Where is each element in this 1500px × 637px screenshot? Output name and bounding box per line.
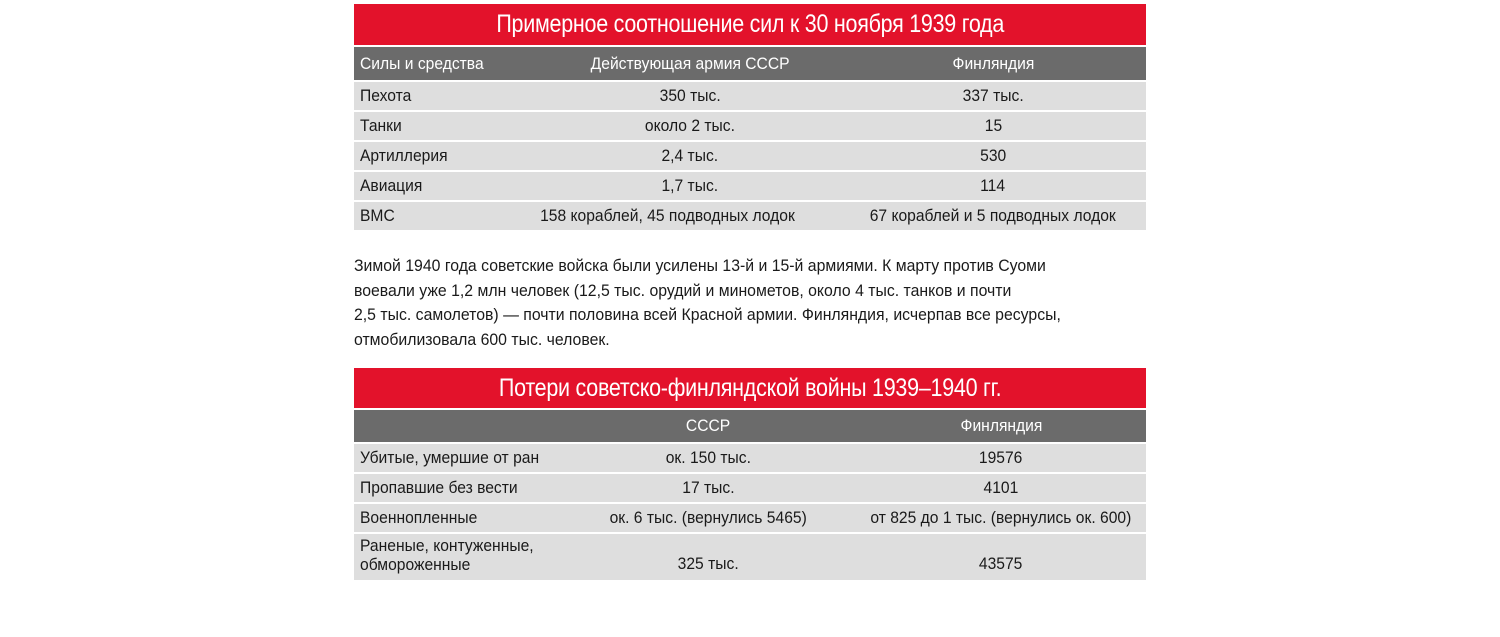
table-row xyxy=(354,502,1146,532)
table-row xyxy=(354,472,1146,502)
forces-table-title: Примерное соотношение сил к 30 ноября 1939 года xyxy=(354,4,1146,45)
row-label: Убитые, умершие от ран xyxy=(360,448,540,467)
row-label: Раненые, контуженные, обмороженные xyxy=(360,536,534,574)
header-ussr: Действующая армия СССР xyxy=(590,53,790,73)
losses-table xyxy=(354,368,1146,580)
row-label: ВМС xyxy=(360,206,395,225)
losses-table-title: Потери советско-финляндской войны 1939–1940 гг. xyxy=(354,368,1146,408)
row-finland: 4101 xyxy=(983,478,1019,497)
row-ussr: 158 кораблей, 45 подводных лодок xyxy=(539,206,795,225)
table-row xyxy=(354,170,1146,200)
row-ussr: около 2 тыс. xyxy=(644,116,736,135)
header-empty xyxy=(354,416,560,436)
row-finland: 67 кораблей и 5 подводных лодок xyxy=(869,206,1117,225)
row-label: Авиация xyxy=(360,176,423,195)
row-finland: 114 xyxy=(980,176,1006,195)
row-label: Танки xyxy=(360,116,402,135)
row-finland: 43575 xyxy=(979,554,1023,573)
header-finland: Финляндия xyxy=(960,416,1042,435)
row-finland: от 825 до 1 тыс. (вернулись ок. 600) xyxy=(870,508,1132,527)
row-label: Пропавшие без вести xyxy=(360,478,518,497)
paragraph-line: 2,5 тыс. самолетов) — почти половина всей Красной армии. Финляндия, исчерпав все ресурсы, xyxy=(354,305,1061,324)
row-ussr: 17 тыс. xyxy=(681,478,735,497)
forces-table-header xyxy=(354,47,1146,80)
row-label: Артиллерия xyxy=(360,146,448,165)
row-ussr: 325 тыс. xyxy=(677,554,739,573)
paragraph-line: отмобилизовала 600 тыс. человек. xyxy=(354,329,610,349)
row-label: Военнопленные xyxy=(360,508,478,527)
header-finland: Финляндия xyxy=(952,53,1034,73)
row-finland: 15 xyxy=(984,116,1002,135)
row-ussr: 2,4 тыс. xyxy=(661,146,719,165)
row-finland: 337 тыс. xyxy=(962,86,1024,105)
header-forces: Силы и средства xyxy=(360,53,484,73)
table-row xyxy=(354,110,1146,140)
table-row xyxy=(354,80,1146,110)
body-paragraph xyxy=(354,254,1154,352)
row-finland: 530 xyxy=(979,146,1007,165)
table-row xyxy=(354,140,1146,170)
table-row xyxy=(354,532,1146,580)
paragraph-line: воевали уже 1,2 млн человек (12,5 тыс. орудий и минометов, около 4 тыс. танков и почти xyxy=(354,280,1012,300)
table-row xyxy=(354,442,1146,472)
table-row xyxy=(354,200,1146,230)
row-ussr: 1,7 тыс. xyxy=(661,176,719,195)
losses-table-header xyxy=(354,410,1146,442)
paragraph-line: Зимой 1940 года советские войска были усилены 13-й и 15-й армиями. К марту против Суоми xyxy=(354,256,1046,275)
row-label: Пехота xyxy=(360,86,412,105)
forces-table xyxy=(354,4,1146,230)
row-ussr: ок. 150 тыс. xyxy=(665,448,751,467)
row-ussr: ок. 6 тыс. (вернулись 5465) xyxy=(609,508,807,527)
header-ussr: СССР xyxy=(685,416,731,435)
row-ussr: 350 тыс. xyxy=(659,86,721,105)
row-finland: 19576 xyxy=(979,448,1023,467)
